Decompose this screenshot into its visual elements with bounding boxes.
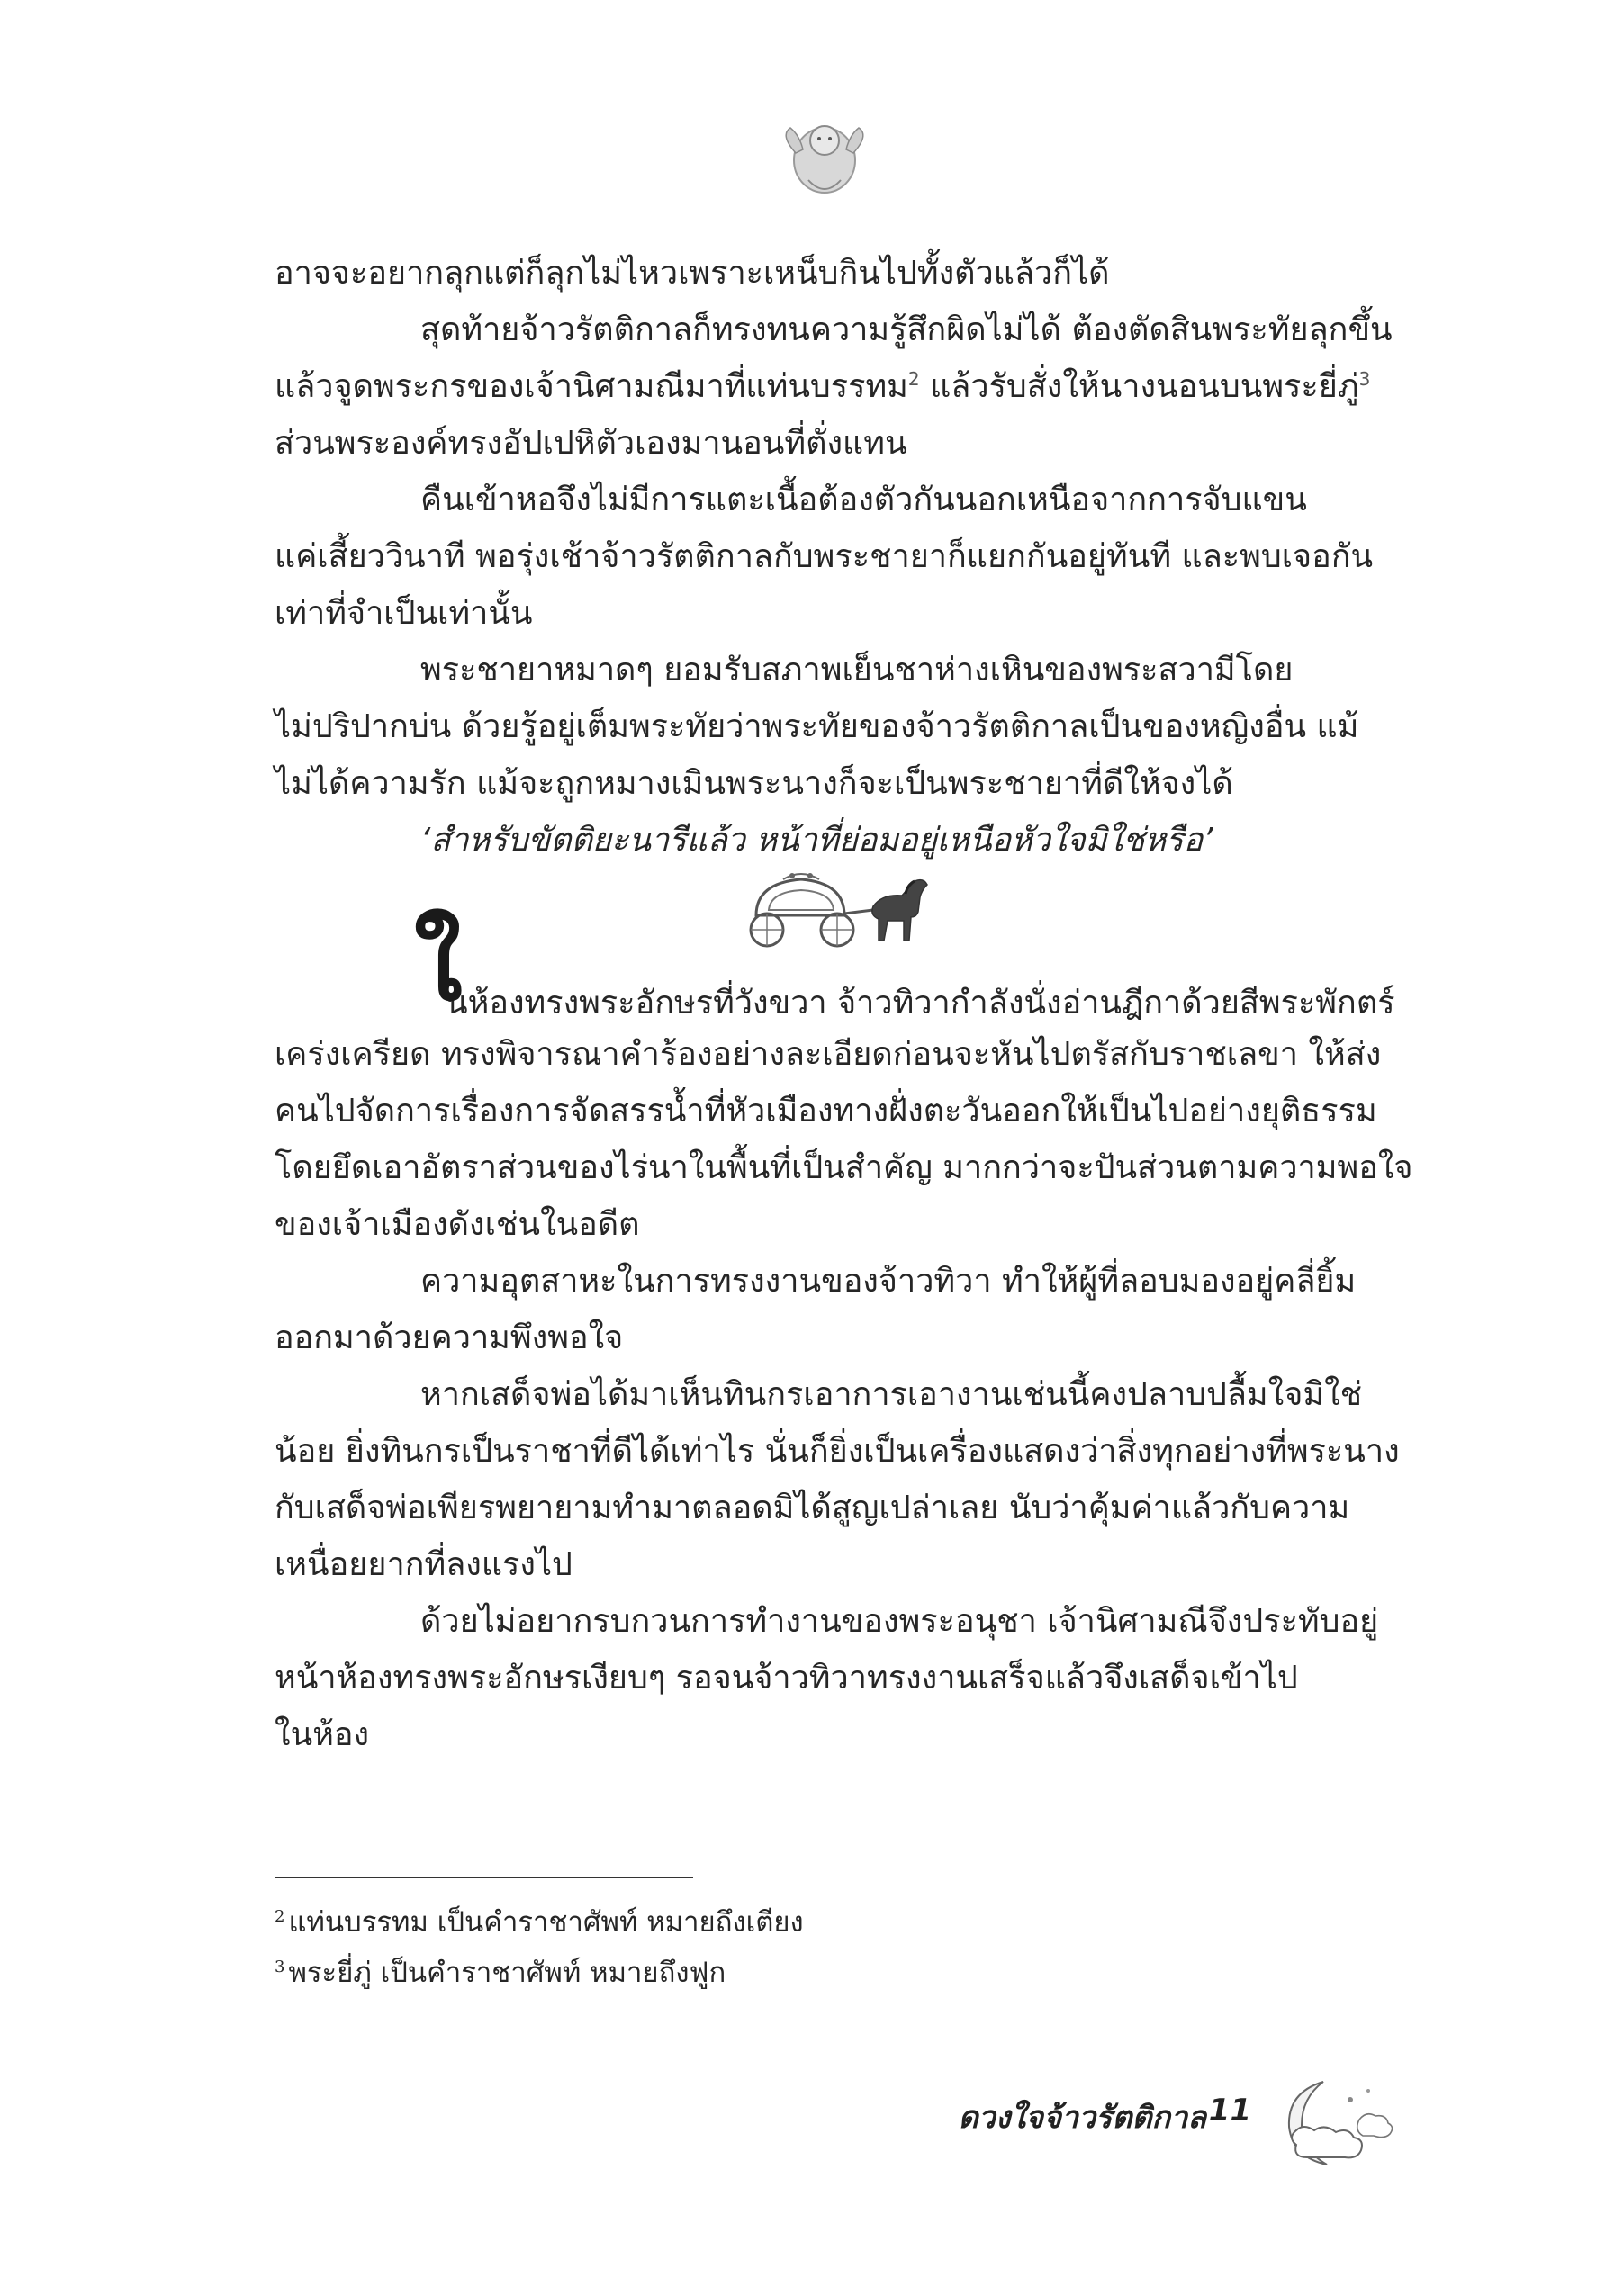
footnote-ref[interactable]: 3 — [1358, 368, 1371, 390]
footnote-text: แท่นบรรทม เป็นคำราชาศัพท์ หมายถึงเตียง — [288, 1906, 804, 1939]
text-line: สุดท้ายจ้าวรัตติกาลก็ทรงทนความรู้สึกผิดไม่ได้ ต้องตัดสินพระทัยลุกขึ้น — [420, 311, 1393, 348]
footnote-number: 3 — [275, 1957, 285, 1976]
page-number: 11 — [1208, 2093, 1251, 2129]
text-line: แค่เสี้ยววินาที พอรุ่งเช้าจ้าวรัตติกาลกับพระชายาก็แยกกันอยู่ทันที และพบเจอกัน — [275, 538, 1374, 575]
text-line: คืนเข้าหอจึงไม่มีการแตะเนื้อต้องตัวกันนอกเหนือจากการจับแขน — [420, 482, 1307, 518]
main-text — [275, 245, 1413, 1763]
text-line: ไม่ได้ความรัก แม้จะถูกหมางเมินพระนางก็จะเป็นพระชายาที่ดีให้จงได้ — [275, 765, 1233, 802]
text-line: ออกมาด้วยความพึงพอใจ — [275, 1319, 624, 1356]
text-line: น้อย ยิ่งทินกรเป็นราชาที่ดีได้เท่าไร นั่นก็ยิ่งเป็นเครื่องแสดงว่าสิ่งทุกอย่างที่พระนาง — [275, 1433, 1400, 1470]
text-line: โดยยึดเอาอัตราส่วนของไร่นาในพื้นที่เป็นสำคัญ มากกว่าจะปันส่วนตามความพอใจ — [275, 1149, 1413, 1186]
text-line: ความอุตสาหะในการทรงงานของจ้าวทิวา ทำให้ผู้ที่ลอบมองอยู่คลี่ยิ้ม — [420, 1263, 1357, 1300]
text-line: เท่าที่จำเป็นเท่านั้น — [275, 595, 533, 632]
cherub-ornament-icon — [771, 108, 879, 207]
text-line: ส่วนพระองค์ทรงอัปเปหิตัวเองมานอนที่ตั่งแทน — [275, 425, 907, 462]
book-title: ดวงใจจ้าวรัตติกาล — [958, 2100, 1206, 2136]
text-line: กับเสด็จพ่อเพียรพยายามทำมาตลอดมิได้สูญเปล่าเลย นับว่าคุ้มค่าแล้วกับความ — [275, 1490, 1350, 1526]
text-fragment: แล้วรับสั่งให้นางนอนบนพระยี่ภู่ — [919, 368, 1359, 405]
text-fragment: นห้องทรงพระอักษรที่วังขวา จ้าวทิวากำลังนั่งอ่านฎีกาด้วยสีพระพักตร์ — [446, 985, 1395, 1022]
footnote-number: 2 — [275, 1906, 285, 1926]
text-line: ของเจ้าเมืองดังเช่นในอดีต — [275, 1206, 640, 1243]
text-line: ไม่ปริปากบ่น ด้วยรู้อยู่เต็มพระทัยว่าพระทัยของจ้าวรัตติกาลเป็นของหญิงอื่น แม้ — [275, 708, 1359, 745]
text-line: เคร่งเครียด ทรงพิจารณาคำร้องอย่างละเอียดก่อนจะหันไปตรัสกับราชเลขา ให้ส่ง — [275, 1036, 1382, 1073]
text-line: หน้าห้องทรงพระอักษรเงียบๆ รอจนจ้าวทิวาทรงงานเสร็จแล้วจึงเสด็จเข้าไป — [275, 1660, 1298, 1697]
text-line: เหนื่อยยากที่ลงแรงไป — [275, 1546, 573, 1583]
drop-cap: ใ — [414, 906, 463, 1022]
text-line: หากเสด็จพ่อได้มาเห็นทินกรเอาการเอางานเช่นนี้คงปลาบปลื้มใจมิใช่ — [420, 1376, 1363, 1413]
page-footer — [900, 2084, 1404, 2165]
text-line-with-footnotes — [275, 358, 1409, 415]
footnote-text: พระยี่ภู่ เป็นคำราชาศัพท์ หมายถึงฟูก — [288, 1957, 726, 1989]
footnote-item — [275, 1948, 1175, 1998]
footnote-ref[interactable]: 2 — [907, 368, 920, 390]
text-line: ด้วยไม่อยากรบกวนการทำงานของพระอนุชา เจ้านิศามณีจึงประทับอยู่ — [420, 1603, 1379, 1640]
text-line: พระชายาหมาดๆ ยอมรับสภาพเย็นชาห่างเหินของพระสวามีโดย — [420, 652, 1294, 689]
footnote-divider — [275, 1877, 693, 1878]
text-fragment: แล้วจูดพระกรของเจ้านิศามณีมาที่แท่นบรรทม — [275, 368, 908, 405]
text-line: คนไปจัดการเรื่องการจัดสรรน้ำที่หัวเมืองทางฝั่งตะวันออกให้เป็นไปอย่างยุติธรรม — [275, 1093, 1377, 1130]
text-line: อาจจะอยากลุกแต่ก็ลุกไม่ไหวเพราะเหน็บกินไปทั้งตัวแล้วก็ได้ — [275, 255, 1110, 292]
drop-cap-line — [275, 906, 1409, 1026]
crescent-moon-icon — [1260, 2075, 1404, 2174]
footnotes — [275, 1897, 1175, 1998]
horse-carriage-icon — [738, 870, 945, 950]
italic-quote: ‘สำหรับขัตติยะนารีแล้ว หน้าที่ย่อมอยู่เหนือหัวใจมิใช่หรือ’ — [420, 822, 1213, 859]
footnote-item — [275, 1897, 1175, 1948]
text-line: ในห้อง — [275, 1716, 370, 1753]
